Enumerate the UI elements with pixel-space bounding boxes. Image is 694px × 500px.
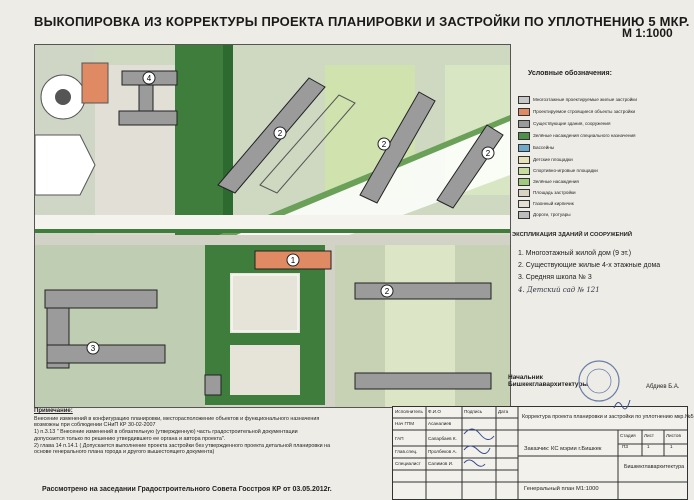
notes-line: 1) п.3.13 " Внесение изменений в обязательную (утвержденную) часть градостроительной документации [34,429,298,435]
road-tree-line [35,229,510,233]
legend-swatch [518,167,530,175]
notes-line: 2) глава 14 п.14.1 ( Допускается выполнение проекта застройки без утвержденного проекта детальной планировки на [34,442,331,449]
tb-role: Нач ГПМ [395,421,415,426]
existing-orange-building [82,63,108,103]
legend-swatch [518,96,530,104]
building-3-bottom [47,345,165,363]
tb-stage-value: 1 [647,444,650,449]
legend-swatch [518,132,530,140]
explication-item: 1. Многоэтажный жилой дом (9 эт.) [518,250,632,257]
tb-role: Глав.спец. [395,449,418,454]
head-name: Абдиев Б.А. [646,384,680,390]
building-2-e [355,373,491,389]
main-road [35,215,510,231]
notes-line: Внесение изменений в конфигурацию планировки, месторасположение объектов и функционального назначения [34,415,320,422]
tb-org: Бишкекглавархитектура [624,464,685,470]
tb-col-header: Дата [498,409,509,414]
label-building-2b: 2 [381,140,387,149]
explication-item: 3. Средняя школа № 3 [518,274,592,281]
tb-name: Сапарбаев К. [428,436,457,441]
explication-item: 4. Детский сад № 121 [518,286,600,294]
legend-item: Многоэтажные проектируемые жилые застройки [518,96,637,104]
scale-label: М 1:1000 [622,26,673,40]
tb-role: ГАП [395,436,404,441]
legend-item: Проектируемое строящиеся объекты застройки [518,108,635,116]
legend-item: Бассейны [518,144,554,152]
tb-stage-value: ПЗ [622,444,629,449]
legend-swatch [518,120,530,128]
legend-item: Зелёные насаждения специального назначения [518,132,636,140]
building-3-top [45,290,157,308]
tb-col-header: Исполнитель [395,409,423,414]
label-building-4: 4 [146,74,152,83]
tb-name: Салимов И. [428,461,454,466]
roundabout-center [55,89,71,105]
tb-name: Асаналиев [428,421,452,426]
notes-block [34,408,384,456]
small-building [205,375,221,395]
notes-line: основе генерального плана города и другого вышестоящего документа) [34,449,215,456]
play-field [230,345,300,395]
site-plan-map [34,44,511,408]
site-plan-drawing [35,45,510,407]
tb-col-header: Подпись [464,409,483,414]
legend-item: Детские площадки [518,156,573,164]
school-yard [230,273,300,333]
tb-project: Корректура проекта планировки и застройки по уплотнению мкр.№5 [522,414,694,420]
tb-name: Пролбеков А. [428,449,457,454]
legend-title: Условные обозначения: [528,70,612,77]
tb-customer: Заказчик: КС мэрии г.Бишкек [524,446,602,452]
building-2-d [355,283,491,299]
explication-title: ЭКСПЛИКАЦИЯ ЗДАНИЙ И СООРУЖЕНИЙ [512,232,633,238]
legend-item: Газонный кирпичик [518,200,574,208]
notes-line: допускается только по решению утвердившего ее органа и автора проекта". [34,435,226,442]
page-title: ВЫКОПИРОВКА ИЗ КОРРЕКТУРЫ ПРОЕКТА ПЛАНИРОВКИ И ЗАСТРОЙКИ ПО УПЛОТНЕНИЮ 5 МКР. [34,14,690,29]
legend-swatch [518,200,530,208]
label-building-2c: 2 [485,149,491,158]
tb-stage-label: Листов [666,433,681,438]
label-building-2d: 2 [384,287,390,296]
label-building-1: 1 [290,256,296,265]
legend-swatch [518,144,530,152]
head-position: Начальник Бишкекглавархитектуры [508,374,588,388]
legend-swatch [518,189,530,197]
legend-item: Зелёные насаждения [518,178,579,186]
legend-swatch [518,108,530,116]
legend-swatch [518,211,530,219]
legend-item: Спортивно-игровые площадки [518,167,598,175]
signature-scribble [612,398,632,412]
notes-line: возможны при соблюдении СНиП КР 30-02-2007 [34,422,156,429]
tb-stage-label: Лист [644,433,654,438]
label-building-2a: 2 [277,129,283,138]
tb-plan: Генеральный план М1:1000 [524,486,599,492]
legend-item: Площадь застройки [518,189,576,197]
tb-stage-value: 1 [670,444,673,449]
legend-swatch [518,178,530,186]
review-line: Рассмотрено на заседании Градостроительного Совета Госстроя КР от 03.05.2012г. [42,486,332,493]
legend-item: Дороги, тротуары [518,211,571,219]
tb-role: Специалист [395,461,421,466]
tb-stage-label: Стадия [620,433,636,438]
label-building-3: 3 [90,344,96,353]
legend-swatch [518,156,530,164]
building-4-bottom [119,111,177,125]
legend-item: Существующие здания, сооружения [518,120,610,128]
explication-item: 2. Существующие жилые 4-х этажные дома [518,262,661,269]
tb-col-header: Ф.И.О [428,409,441,414]
notes-heading: Примечание: [34,408,73,414]
